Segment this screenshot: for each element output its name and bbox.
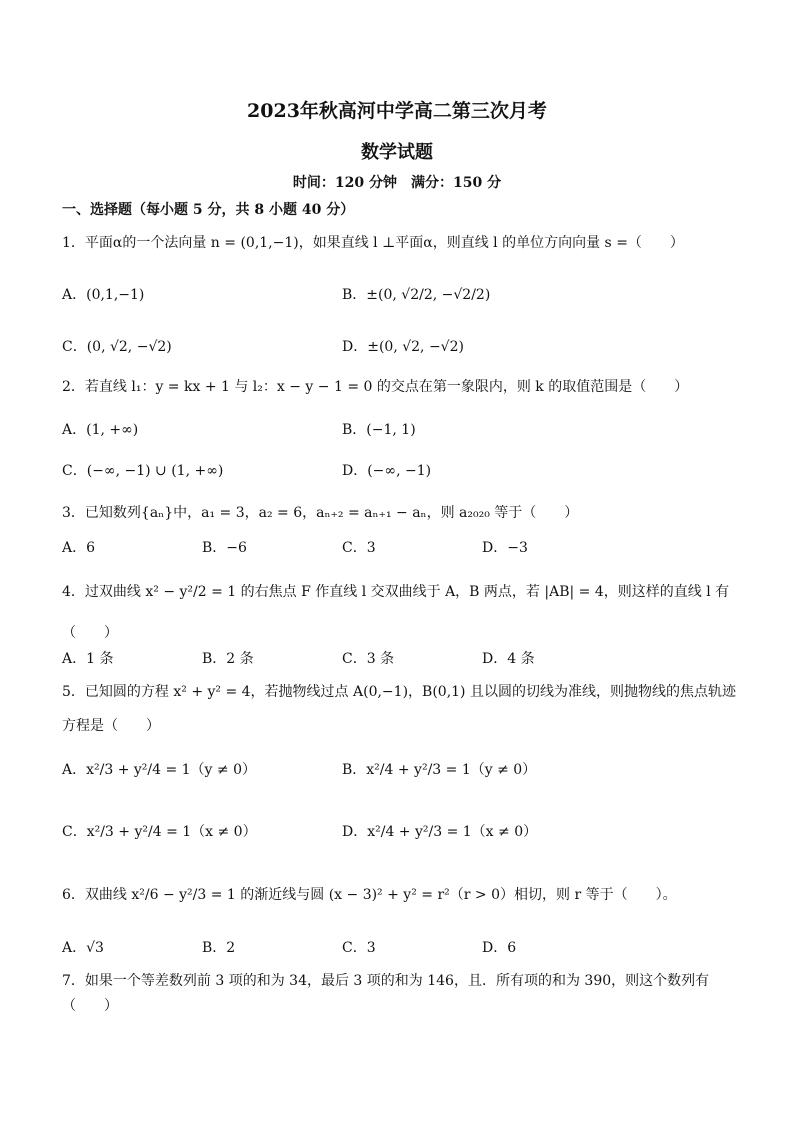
q2-option-c: C．(−∞, −1) ∪ (1, +∞): [62, 463, 224, 479]
q6-option-b: B．2: [202, 940, 236, 956]
exam-subject: 数学试题: [361, 142, 433, 163]
section-heading: 一、选择题（每小题 5 分，共 8 小题 40 分）: [62, 202, 355, 218]
q7-stem: 7．如果一个等差数列前 3 项的和为 34，最后 3 项的和为 146，且．所有项的和为 390，则这个数列有: [62, 973, 710, 989]
q3-option-b: B．−6: [202, 540, 247, 556]
q1-option-c: C．(0, √2, −√2): [62, 339, 172, 355]
q7-stem-cont: （ ）: [62, 998, 118, 1014]
q6-option-d: D．6: [482, 940, 517, 956]
exam-info: 时间：120 分钟 满分：150 分: [292, 175, 502, 191]
q4-stem: 4．过双曲线 x² − y²/2 = 1 的右焦点 F 作直线 l 交双曲线于 A，B 两点，若 |AB| = 4，则这样的直线 l 有: [62, 584, 730, 600]
q6-option-a: A．√3: [62, 940, 104, 956]
q5-stem: 5．已知圆的方程 x² + y² = 4，若抛物线过点 A(0,−1)，B(0,1) 且以圆的切线为准线，则抛物线的焦点轨迹: [62, 684, 736, 700]
q1-option-a: A．(0,1,−1): [62, 287, 145, 303]
q2-option-d: D．(−∞, −1): [342, 463, 432, 479]
q1-stem: 1．平面α的一个法向量 n = (0,1,−1)，如果直线 l ⊥平面α，则直线 l 的单位方向向量 s =（ ）: [62, 235, 684, 251]
q5-option-c: C．x²/3 + y²/4 = 1（x ≠ 0）: [62, 824, 257, 840]
q5-option-b: B．x²/4 + y²/3 = 1（y ≠ 0）: [342, 762, 537, 778]
q6-stem: 6．双曲线 x²/6 − y²/3 = 1 的渐近线与圆 (x − 3)² + y² = r²（r > 0）相切，则 r 等于（ ）。: [62, 887, 677, 903]
q6-option-c: C．3: [342, 940, 376, 956]
q1-option-d: D．±(0, √2, −√2): [342, 339, 464, 355]
q3-stem: 3．已知数列{aₙ}中，a₁ = 3，a₂ = 6，aₙ₊₂ = aₙ₊₁ − aₙ，则 a₂₀₂₀ 等于（ ）: [62, 505, 579, 521]
q5-option-d: D．x²/4 + y²/3 = 1（x ≠ 0）: [342, 824, 538, 840]
q2-option-a: A．(1, +∞): [62, 422, 139, 438]
q5-option-a: A．x²/3 + y²/4 = 1（y ≠ 0）: [62, 762, 257, 778]
q4-option-d: D．4 条: [482, 651, 535, 667]
q3-option-c: C．3: [342, 540, 376, 556]
q2-stem: 2．若直线 l₁：y = kx + 1 与 l₂：x − y − 1 = 0 的交点在第一象限内，则 k 的取值范围是（ ）: [62, 379, 689, 395]
q2-option-b: B．(−1, 1): [342, 422, 416, 438]
q3-option-d: D．−3: [482, 540, 528, 556]
q4-option-b: B．2 条: [202, 651, 254, 667]
exam-title: 2023年秋高河中学高二第三次月考: [247, 100, 547, 122]
q4-stem-cont: （ ）: [62, 625, 118, 641]
q1-option-b: B．±(0, √2/2, −√2/2): [342, 287, 491, 303]
q4-option-a: A．1 条: [62, 651, 114, 667]
q5-stem-cont: 方程是（ ）: [62, 718, 160, 734]
q3-option-a: A．6: [62, 540, 96, 556]
q4-option-c: C．3 条: [342, 651, 395, 667]
